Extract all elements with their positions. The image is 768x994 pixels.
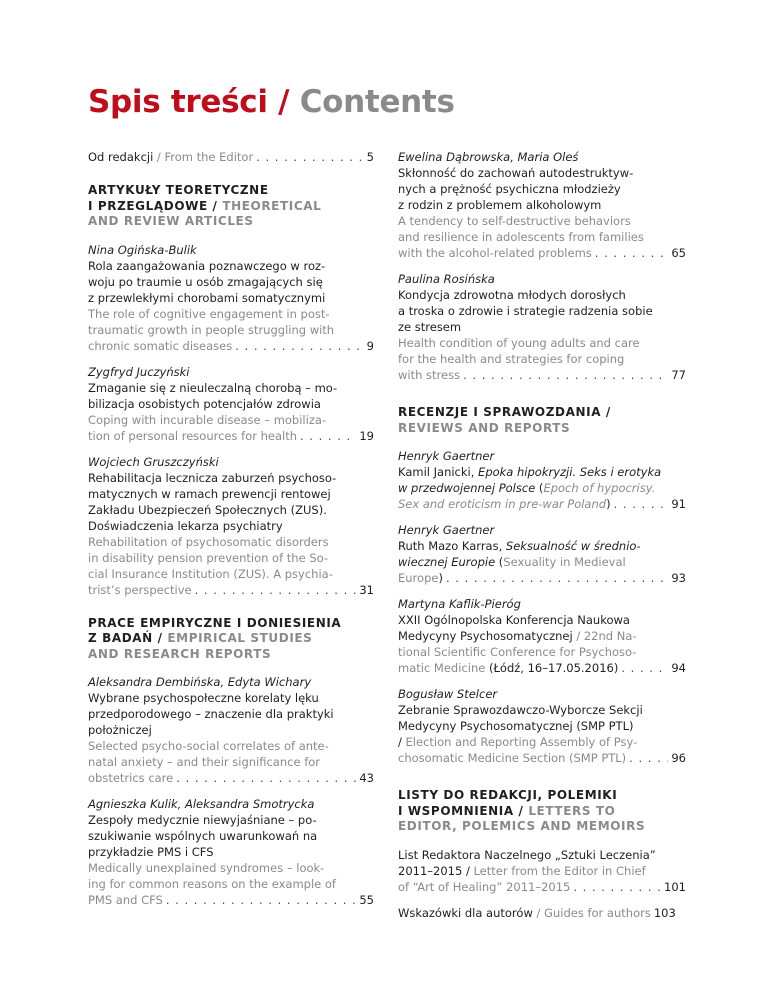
entry-authors: Paulina Rosińska bbox=[398, 272, 495, 286]
page-number: 93 bbox=[671, 571, 686, 585]
title-polish: Spis treści bbox=[88, 84, 268, 120]
entry-authors: Aleksandra Dembińska, Edyta Wichary bbox=[88, 675, 312, 689]
entry-authors: Henryk Gaertner bbox=[398, 523, 495, 537]
page-number: 31 bbox=[359, 582, 374, 597]
page-number: 65 bbox=[671, 246, 686, 260]
leader-dots bbox=[300, 428, 356, 444]
entry-authors: Martyna Kaflik-Pieróg bbox=[398, 597, 521, 611]
leader-dots bbox=[235, 338, 363, 354]
leader-dots bbox=[256, 149, 363, 165]
right-column bbox=[398, 149, 686, 931]
leader-dots bbox=[595, 245, 669, 261]
toc-entry[interactable]: Agnieszka Kulik, Aleksandra Smotrycka Zespoły medycznie niewyjaśniane – po- szukiwanie wspólnych uwarunkowań na przykładzie PMS i CFS Medically unexplained syndromes – look- ing for common reasons on the example of PMS and CFS . . . 55 bbox=[88, 796, 374, 908]
page-title bbox=[88, 84, 455, 120]
page-number: 9 bbox=[366, 338, 374, 353]
page-number: 55 bbox=[359, 893, 374, 907]
toc-entry-guides[interactable]: Wskazówki dla autorów / Guides for authors 103 bbox=[398, 905, 676, 920]
page-number: 77 bbox=[671, 368, 686, 382]
page-number: 91 bbox=[671, 497, 686, 511]
entry-title-en: From the Editor bbox=[164, 150, 254, 164]
toc-entry[interactable]: Bogusław Stelcer Zebranie Sprawozdawczo-Wyborcze Sekcji Medycyny Psychosomatycznej (SMP PTL) / Election and Reporting Assembly of Psy- chosomatic Medicine Section (SMP PTL) . . . 96 bbox=[398, 686, 686, 766]
page-number: 103 bbox=[653, 905, 676, 920]
leader-dots bbox=[446, 570, 668, 586]
left-column bbox=[88, 149, 374, 918]
section-heading-empirical: PRACE EMPIRYCZNE I DONIESIENIA Z BADAŃ / EMPIRICAL STUDIES AND RESEARCH REPORTS bbox=[88, 615, 342, 661]
title-english: Contents bbox=[299, 84, 455, 120]
toc-entry[interactable]: Martyna Kaflik-Pieróg XXII Ogólnopolska Konferencja Naukowa Medycyny Psychosomatycznej / 22nd Na- tional Scientific Conference for Psychoso- matic Medicine (Łódź, 16–17.05.2016) . . . 94 bbox=[398, 596, 686, 676]
page-number: 5 bbox=[366, 150, 374, 164]
entry-authors: Henryk Gaertner bbox=[398, 449, 495, 463]
entry-authors: Ewelina Dąbrowska, Maria Oleś bbox=[398, 150, 579, 164]
toc-entry[interactable]: Aleksandra Dembińska, Edyta Wichary Wybrane psychospołeczne korelaty lęku przedporodowego – znaczenie dla praktyki położniczej Selected psycho-social correlates of ante- natal anxiety – and their significance for obstetrics care . . . 43 bbox=[88, 674, 374, 786]
toc-entry[interactable]: Wojciech Gruszczyński Rehabilitacja lecznicza zaburzeń psychoso- matycznych w ramach prewencji rentowej Zakładu Ubezpieczeń Społecznych (ZUS). Doświadczenia lekarza psychiatry Rehabilitation of psychosomatic disorders in disability pension prevention of the So- cial Insurance Institution (ZUS). A psychia- trist’s perspective . . . 31 bbox=[88, 454, 374, 598]
entry-authors: Agnieszka Kulik, Aleksandra Smotrycka bbox=[88, 797, 315, 811]
toc-entry[interactable]: Paulina Rosińska Kondycja zdrowotna młodych dorosłych a troska o zdrowie i strategie radzenia sobie ze stresem Health condition of young adults and care for the health and strategies for coping with stress . . . 77 bbox=[398, 271, 686, 383]
title-separator: / bbox=[267, 84, 300, 120]
entry-title: Od redakcji bbox=[88, 150, 154, 164]
page-number: 43 bbox=[359, 771, 374, 785]
entry-authors: Bogusław Stelcer bbox=[398, 687, 498, 701]
page-number: 96 bbox=[671, 751, 686, 765]
page-number: 19 bbox=[359, 428, 374, 443]
section-heading-letters: LISTY DO REDAKCJI, POLEMIKI I WSPOMNIENIA / LETTERS TO EDITOR, POLEMICS AND MEMOIRS bbox=[398, 788, 646, 833]
leader-dots bbox=[463, 367, 668, 383]
toc-entry-editor[interactable]: Od redakcji / From the Editor . . . 5 bbox=[88, 149, 374, 165]
entry-authors: Nina Ogińska-Bulik bbox=[88, 242, 197, 257]
leader-dots bbox=[176, 770, 356, 786]
leader-dots bbox=[573, 879, 661, 895]
page-number: 101 bbox=[664, 879, 686, 894]
entry-authors: Zygfryd Juczyński bbox=[88, 364, 190, 379]
leader-dots bbox=[621, 660, 668, 676]
section-heading-theoretical: ARTYKUŁY TEORETYCZNE I PRZEGLĄDOWE / THEORETICAL AND REVIEW ARTICLES bbox=[88, 183, 322, 228]
toc-entry[interactable]: Zygfryd Juczyński Zmaganie się z nieuleczalną chorobą – mo- bilizacja osobistych potencjałów zdrowia Coping with incurable disease – mobiliza- tion of personal resources for health . . . 19 bbox=[88, 364, 374, 444]
leader-dots bbox=[614, 496, 669, 512]
toc-entry[interactable]: Nina Ogińska-Bulik Rola zaangażowania poznawczego w roz- woju po traumie u osób zmagających się z przewlekłymi chorobami somatycznymi The role of cognitive engagement in post- traumatic growth in people struggling with chronic somatic diseases . . . 9 bbox=[88, 242, 374, 354]
section-heading-reviews: RECENZJE I SPRAWOZDANIA / REVIEWS AND REPORTS bbox=[398, 405, 611, 435]
page-number: 94 bbox=[671, 661, 686, 675]
toc-entry[interactable]: Ewelina Dąbrowska, Maria Oleś Skłonność do zachowań autodestruktyw- nych a prężność psychiczna młodzieży z rodzin z problemem alkoholowym A tendency to self-destructive behaviors and resilience in adolescents from families with the alcohol-related problems . . . 65 bbox=[398, 149, 686, 261]
toc-entry[interactable]: Henryk Gaertner Ruth Mazo Karras, Seksualność w średnio- wiecznej Europie (Sexuality in Medieval Europe ) . . . 93 bbox=[398, 522, 686, 586]
leader-dots bbox=[195, 582, 357, 598]
leader-dots bbox=[629, 750, 668, 766]
entry-authors: Wojciech Gruszczyński bbox=[88, 454, 219, 469]
toc-entry[interactable]: List Redaktora Naczelnego „Sztuki Leczenia” 2011–2015 / Letter from the Editor in Chief of “Art of Healing” 2011–2015 . . . 101 bbox=[398, 847, 686, 895]
toc-entry[interactable]: Henryk Gaertner Kamil Janicki, Epoka hipokryzji. Seks i erotyka w przedwojennej Polsce (Epoch of hypocrisy. Sex and eroticism in pre-war Poland ) . . . 91 bbox=[398, 448, 686, 512]
leader-dots bbox=[166, 892, 357, 908]
